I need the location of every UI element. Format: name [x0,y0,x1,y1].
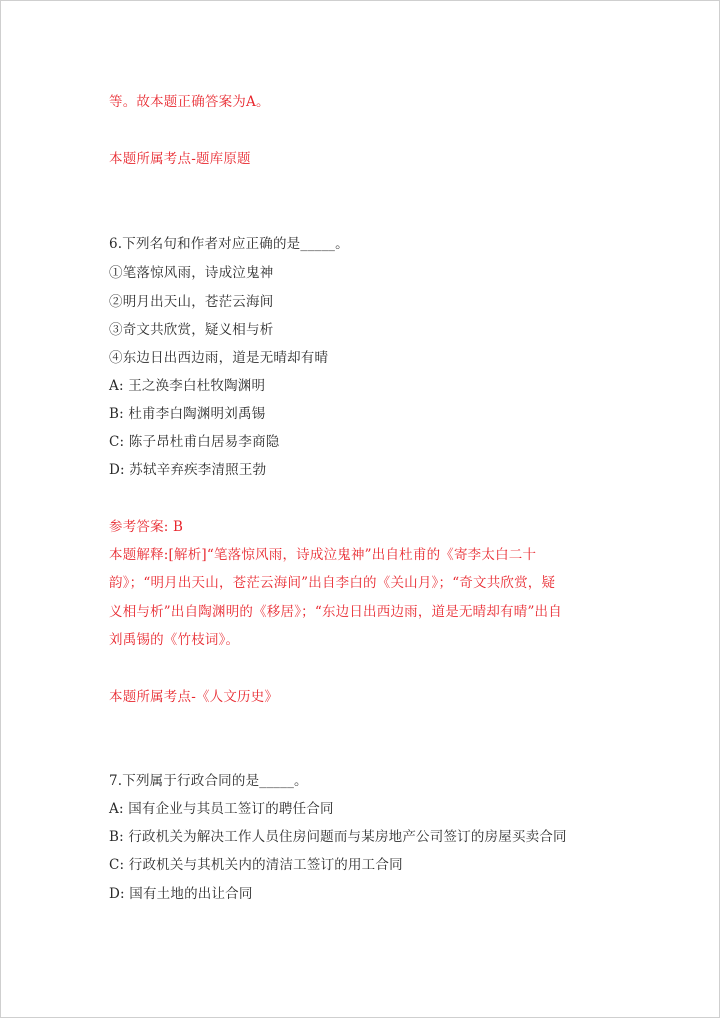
q7-option-b: B: 行政机关为解决工作人员住房问题而与某房地产公司签订的房屋买卖合同 [109,829,567,845]
q6-item: ②明月出天山，苍茫云海间 [109,294,274,310]
previous-answer-tail: 等。故本题正确答案为A。 [109,94,270,110]
q6-explanation-line: 韵》；“明月出天山，苍茫云海间”出自李白的《关山月》；“奇文共欣赏，疑 [109,575,556,591]
q6-topic: 本题所属考点-《人文历史》 [109,689,279,705]
q7-option-d: D: 国有土地的出让合同 [109,886,253,902]
q6-item: ①笔落惊风雨，诗成泣鬼神 [109,265,274,281]
q7-option-c: C: 行政机关与其机关内的清洁工签订的用工合同 [109,857,403,873]
q6-explanation-line: 刘禹锡的《竹枝词》。 [109,632,240,648]
previous-topic: 本题所属考点-题库原题 [109,151,251,167]
q6-answer: 参考答案: B [109,519,184,535]
q6-option-a: A: 王之涣李白杜牧陶渊明 [109,378,266,394]
q6-option-b: B: 杜甫李白陶渊明刘禹锡 [109,406,266,422]
q6-explanation-line: 本题解释:[解析]“笔落惊风雨，诗成泣鬼神”出自杜甫的《寄李太白二十 [109,547,537,563]
q6-option-c: C: 陈子昂杜甫白居易李商隐 [109,434,280,450]
q7-stem: 7.下列属于行政合同的是_____。 [109,773,308,789]
q6-item: ④东边日出西边雨，道是无晴却有晴 [109,350,329,366]
q6-explanation-line: 义相与析”出自陶渊明的《移居》；“东边日出西边雨，道是无晴却有晴”出自 [109,604,562,620]
q7-option-a: A: 国有企业与其员工签订的聘任合同 [109,801,334,817]
q6-option-d: D: 苏轼辛弃疾李清照王勃 [109,462,267,478]
q6-stem: 6.下列名句和作者对应正确的是_____。 [109,236,349,252]
q6-item: ③奇文共欣赏，疑义相与析 [109,322,274,338]
